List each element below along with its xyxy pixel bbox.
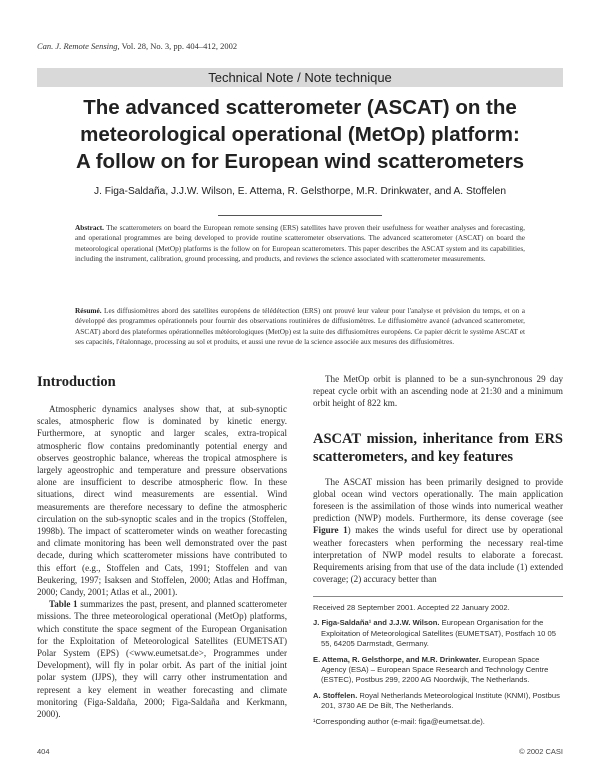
affiliation-esa bbox=[313, 655, 563, 686]
introduction-paragraph-2 bbox=[37, 598, 287, 720]
journal-name: Can. J. Remote Sensing bbox=[37, 41, 118, 51]
journal-citation bbox=[37, 41, 237, 51]
affiliation-eumetsat bbox=[313, 618, 563, 649]
affiliation-1-text: European Organisation for the Exploitation of Meteorological Satellites (EUMETSAT), Postfach 10 05 55, 64205 Darmstadt, Germany. bbox=[321, 618, 556, 649]
abstract-label: Abstract. bbox=[75, 223, 104, 232]
affiliation-knmi bbox=[313, 691, 563, 712]
affiliation-2-names: E. Attema, R. Gelsthorpe, and M.R. Drinkwater. bbox=[313, 654, 481, 664]
resume-label: Résumé. bbox=[75, 306, 102, 315]
footnotes bbox=[313, 596, 563, 732]
introduction-paragraph-2-text: summarizes the past, present, and planned scatterometer missions. The three meteorological operational (MetOp) platforms, which constitute the space segment of the European Organisation for the Exploitation of Meteorological Satellites (EUMETSAT) Polar System (EPS) (<www.eumetsat.de>, Programmes under Development), will fly in polar orbit. As part of the initial joint polar system (IJPS), they will carry other instrumentation and represent a key element in weather forecasting and climate monitoring (Figa-Saldaña, 2000; Figa-Saldaña and Kerkmann, 2000). bbox=[37, 599, 287, 720]
affiliation-3-names: A. Stoffelen. bbox=[313, 690, 358, 700]
affiliation-2-text: European Space Agency (ESA) – European Space Research and Technology Centre (ESTEC), Postbus 299, 2200 AG Noordwijk, The Netherlands. bbox=[321, 654, 549, 685]
paper-title bbox=[37, 94, 563, 175]
journal-volume-pages: , Vol. 28, No. 3, pp. 404–412, 2002 bbox=[117, 41, 238, 51]
figure-1-reference[interactable]: Figure 1 bbox=[313, 525, 348, 536]
corresponding-author: ¹Corresponding author (e-mail: figa@eumetsat.de). bbox=[313, 716, 485, 726]
copyright-notice: © 2002 CASI bbox=[519, 747, 563, 756]
article-type-banner: Technical Note / Note technique bbox=[37, 68, 563, 87]
affiliation-3-text: Royal Netherlands Meteorological Institute (KNMI), Postbus 201, 3730 AE De Bilt, The Netherlands. bbox=[321, 690, 560, 711]
title-line-3: A follow on for European wind scatterometers bbox=[75, 150, 525, 173]
received-date: Received 28 September 2001. Accepted 22 January 2002. bbox=[313, 603, 510, 612]
ascat-mission-paragraph bbox=[313, 476, 563, 586]
mission-text-b: ) makes the winds useful for direct use by operational weather forecasters when performing the necessary real-time interpretation of NWP model results to elaborate a forecast. Requirements arising from that use of the data include (1) extended coverage; (2) accuracy better than bbox=[313, 525, 563, 585]
right-column bbox=[313, 373, 563, 585]
title-divider bbox=[218, 215, 382, 216]
resume bbox=[75, 306, 525, 347]
affiliation-1-names: J. Figa-Saldaña¹ and J.J.W. Wilson. bbox=[313, 618, 440, 628]
introduction-heading: Introduction bbox=[37, 374, 116, 390]
table-1-reference[interactable]: Table 1 bbox=[49, 599, 78, 610]
author-list: J. Figa-Saldaña, J.J.W. Wilson, E. Attema, R. Gelsthorpe, M.R. Drinkwater, and A. Stoffelen bbox=[93, 186, 506, 197]
abstract-text: The scatterometers on board the European remote sensing (ERS) satellites have proven their usefulness for weather analyses and forecasting, and operational programmes are being developed to provide routine scatterometer observations. The advanced scatterometer (ASCAT) on board the meteorological operational (MetOp) platforms is the follow on for European scatterometers. This paper describes the ASCAT system and its capabilities, including the instrument, calibration, ground processing, and products, and reviews the science associated with scatterometer measurements. bbox=[75, 223, 525, 263]
introduction-paragraph-1: Atmospheric dynamics analyses show that, at sub-synoptic scales, atmospheric flow is dominated by kinetic energy. Furthermore, at synoptic and larger scales, extra-tropical atmospheric flow contains predominantly potential energy and observes geostrophic balance, whereas the tropical atmosphere is largely ageostrophic and temperature and pressure observations alone are insufficient to describe atmospheric flow. In these situations, direct wind measurements are essential. Wind measurements are therefore necessary to define the atmospheric circulation on the sub-synoptic scales and in the tropics (Stoffelen, 1998b). The impact of scatterometer winds on weather forecasting and climate monitoring has been well demonstrated over the past decade, during which scatterometer missions have contributed to this effort (e.g., Stoffelen and Cats, 1991; Stoffelen and van Beukering, 1997; Isaksen and Stoffelen, 2000; Atlas and Hoffman, 2000; Candy, 2001; Atlas et al., 2001). bbox=[37, 404, 287, 598]
ascat-mission-heading: ASCAT mission, inheritance from ERS scatterometers, and key features bbox=[313, 430, 563, 465]
orbit-paragraph: The MetOp orbit is planned to be a sun-synchronous 29 day repeat cycle orbit with an ascending node at 21:30 and a minimum orbit height of 822 km. bbox=[313, 374, 563, 409]
title-line-2: meteorological operational (MetOp) platform: bbox=[80, 123, 520, 146]
title-line-1: The advanced scatterometer (ASCAT) on the bbox=[83, 96, 517, 119]
resume-text: Les diffusiomètres abord des satellites européens de télédétection (ERS) ont prouvé leur valeur pour l'analyse et prévision du temps, et on a développé des programmes opérationnels pour fournir des observations routinières de diffusiomètres. Le diffusiomètre avancé (advanced scatterometer, ASCAT) abord des plateformes opérationnelles météorologiques (MetOp) est la suite des diffusiomètres européens. Ce papier décrit le système ASCAT et ses capacités, l'étalonnage, processing au sol et produits, et aussi une revue de la science associée aux mesures des diffusiomètres. bbox=[75, 306, 525, 346]
mission-text-a: The ASCAT mission has been primarily designed to provide global ocean wind vectors operationally. The main application foreseen is the assimilation of those winds into numerical weather prediction (NWP) models. Furthermore, its dense coverage (see bbox=[313, 476, 563, 524]
left-column bbox=[37, 373, 287, 720]
page-number: 404 bbox=[37, 747, 50, 756]
abstract bbox=[75, 223, 525, 264]
